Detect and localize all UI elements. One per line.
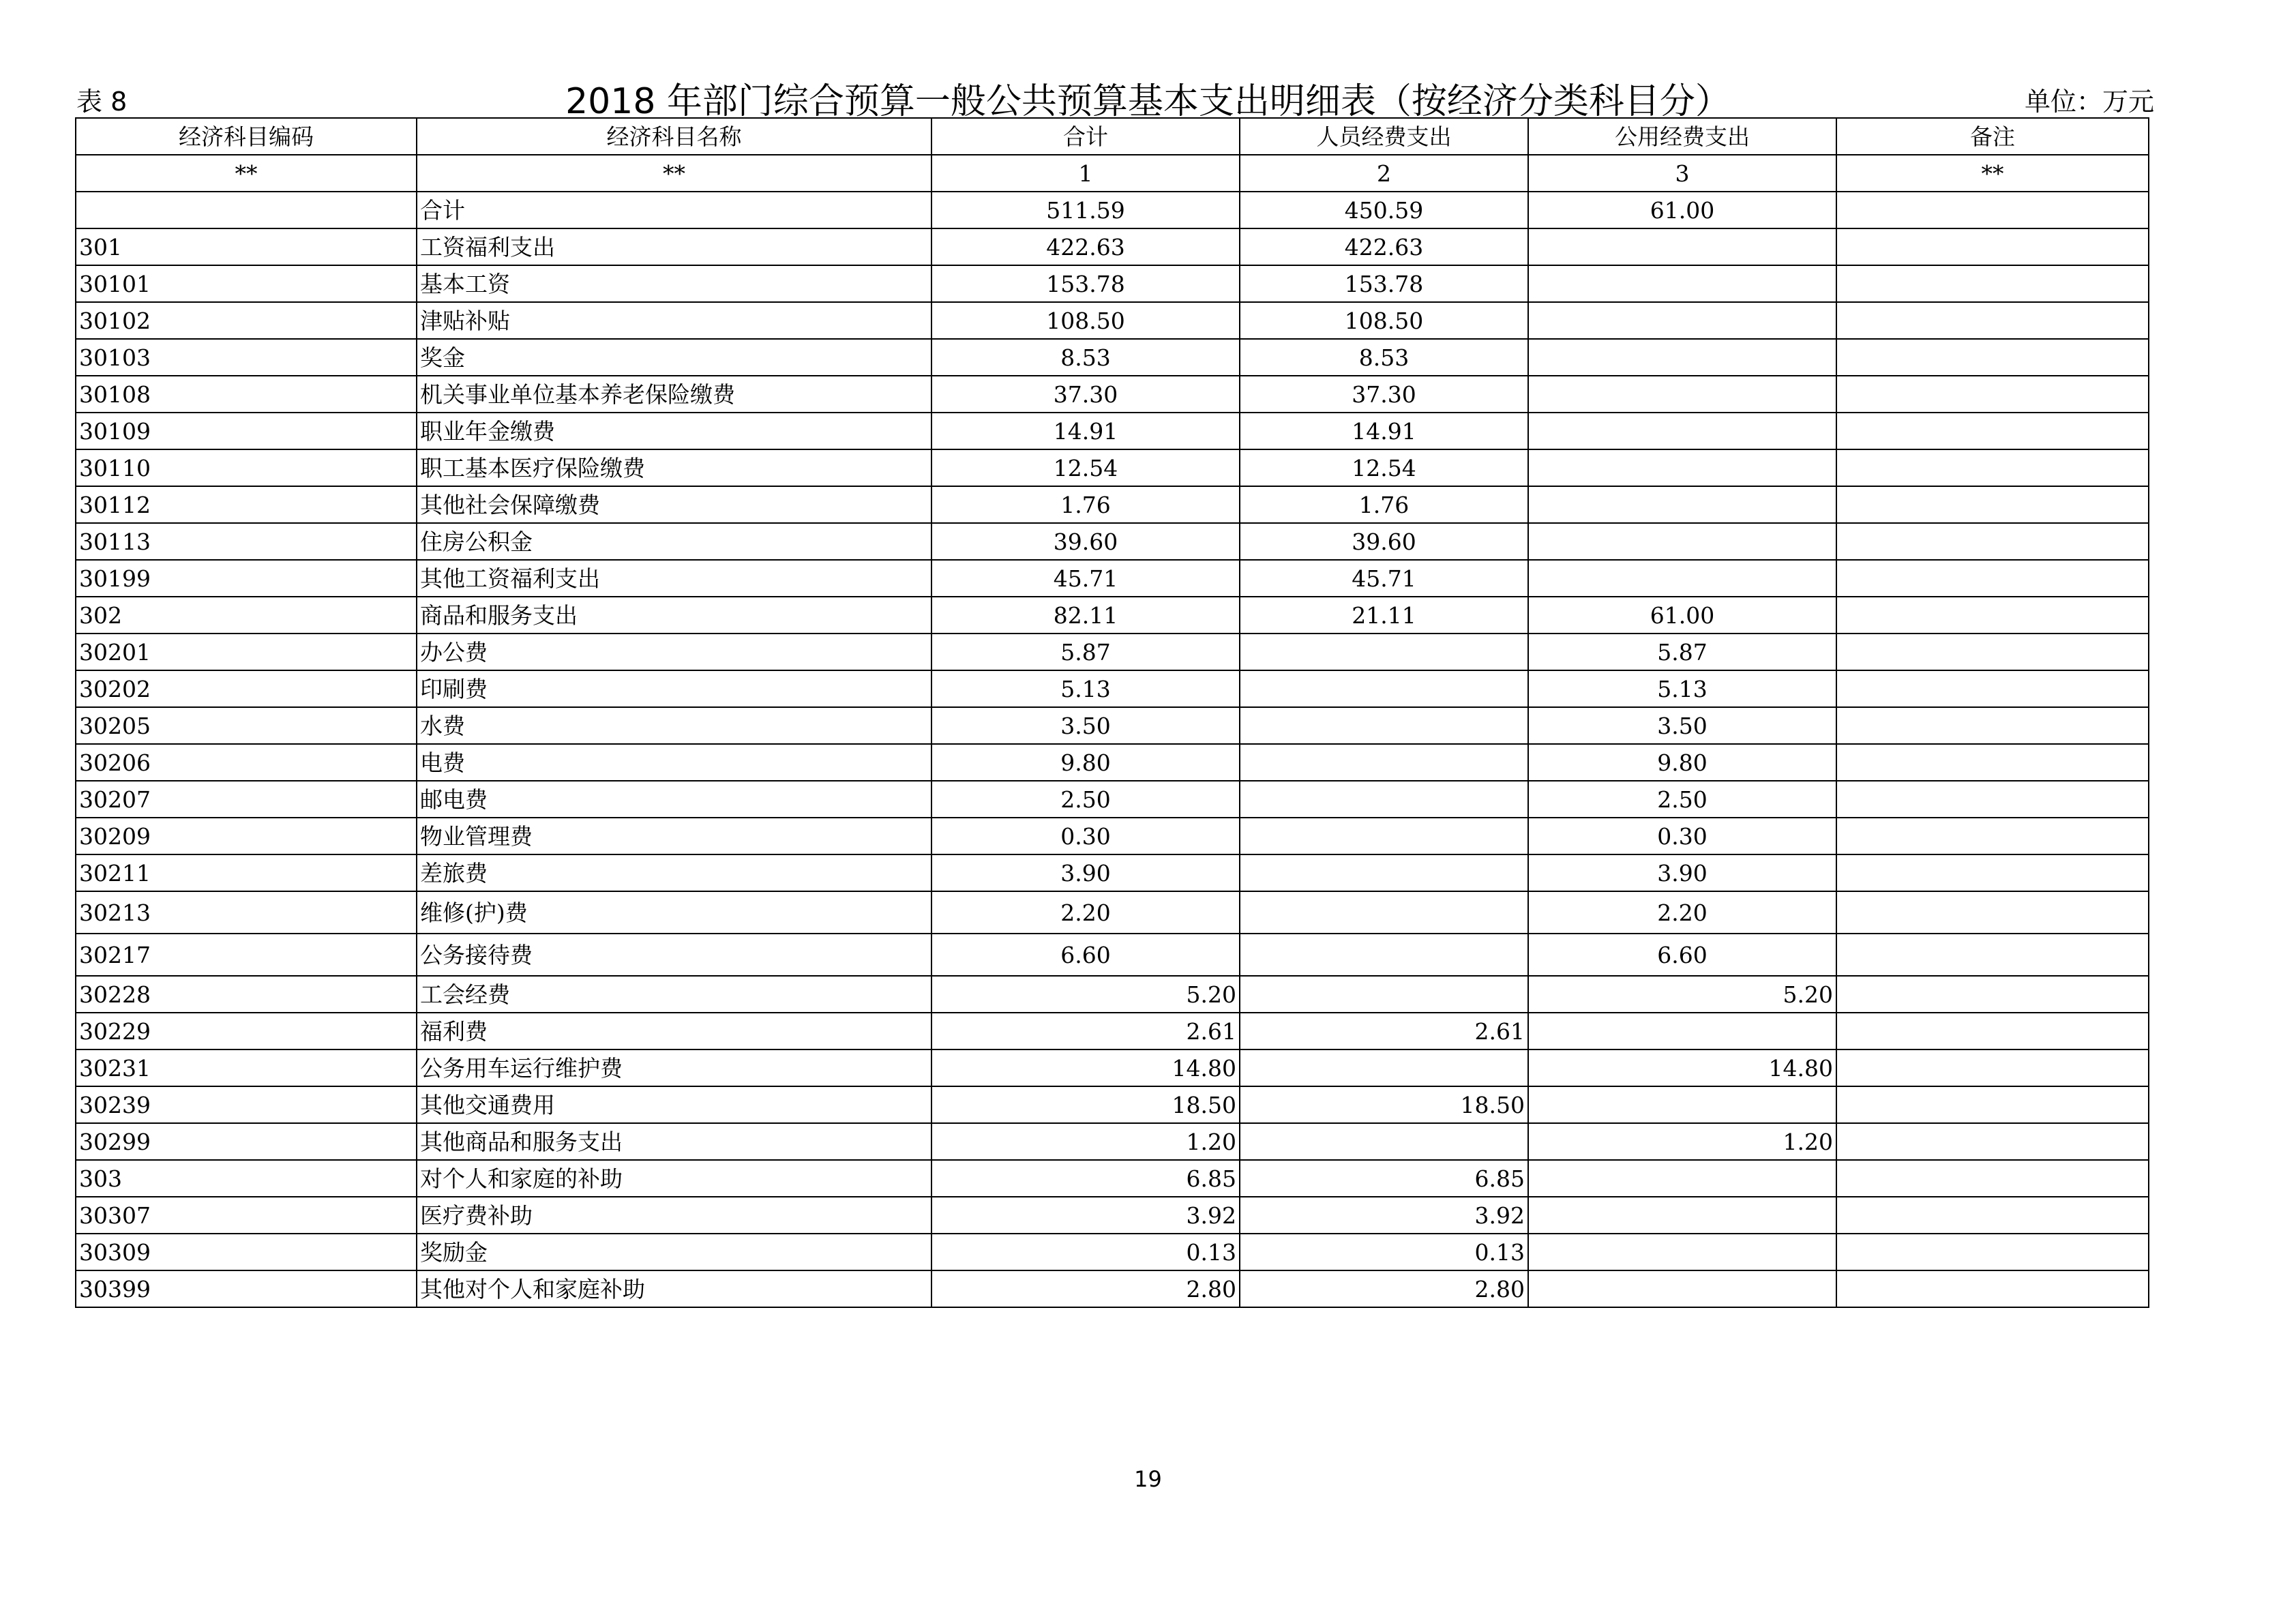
- public-cell: 3.90: [1528, 854, 1836, 891]
- name-cell: 差旅费: [417, 854, 931, 891]
- note-cell: [1836, 854, 2149, 891]
- note-cell: [1836, 376, 2149, 413]
- public-cell: [1528, 449, 1836, 486]
- table-row: [76, 781, 2149, 818]
- public-cell: 3.50: [1528, 707, 1836, 744]
- code-cell: 30209: [76, 818, 417, 854]
- total-cell: 14.80: [931, 1049, 1240, 1086]
- column-index: 2: [1240, 155, 1528, 192]
- unit-label: 单位：万元: [2024, 87, 2154, 117]
- table-row: [76, 449, 2149, 486]
- personnel-cell: 153.78: [1240, 265, 1528, 302]
- total-cell: 2.50: [931, 781, 1240, 818]
- name-cell: 奖励金: [417, 1234, 931, 1270]
- total-cell: 422.63: [931, 228, 1240, 265]
- column-header: 备注: [1836, 118, 2149, 155]
- public-cell: [1528, 1270, 1836, 1307]
- personnel-cell: [1240, 744, 1528, 781]
- code-cell: 30239: [76, 1086, 417, 1123]
- code-cell: 30211: [76, 854, 417, 891]
- name-cell: 公务接待费: [417, 934, 931, 976]
- code-cell: 30109: [76, 413, 417, 449]
- personnel-cell: 422.63: [1240, 228, 1528, 265]
- table-row: [76, 523, 2149, 560]
- code-cell: 30101: [76, 265, 417, 302]
- note-cell: [1836, 413, 2149, 449]
- header-row: [76, 118, 2149, 155]
- table-row: [76, 818, 2149, 854]
- name-cell: 公务用车运行维护费: [417, 1049, 931, 1086]
- personnel-cell: 39.60: [1240, 523, 1528, 560]
- total-cell: 0.13: [931, 1234, 1240, 1270]
- public-cell: 6.60: [1528, 934, 1836, 976]
- name-cell: 医疗费补助: [417, 1197, 931, 1234]
- note-cell: [1836, 523, 2149, 560]
- public-cell: [1528, 339, 1836, 376]
- code-cell: 303: [76, 1160, 417, 1197]
- table-row: [76, 1197, 2149, 1234]
- name-cell: 其他对个人和家庭补助: [417, 1270, 931, 1307]
- public-cell: [1528, 376, 1836, 413]
- note-cell: [1836, 781, 2149, 818]
- note-cell: [1836, 449, 2149, 486]
- total-cell: 18.50: [931, 1086, 1240, 1123]
- total-cell: 2.80: [931, 1270, 1240, 1307]
- total-cell: 1.20: [931, 1123, 1240, 1160]
- code-cell: 301: [76, 228, 417, 265]
- note-cell: [1836, 891, 2149, 934]
- personnel-cell: 14.91: [1240, 413, 1528, 449]
- public-cell: [1528, 1234, 1836, 1270]
- code-cell: 30202: [76, 670, 417, 707]
- personnel-cell: 12.54: [1240, 449, 1528, 486]
- name-cell: 机关事业单位基本养老保险缴费: [417, 376, 931, 413]
- public-cell: [1528, 302, 1836, 339]
- personnel-cell: 2.61: [1240, 1013, 1528, 1049]
- table-row: [76, 265, 2149, 302]
- total-cell: 3.50: [931, 707, 1240, 744]
- table-row: [76, 1013, 2149, 1049]
- public-cell: [1528, 413, 1836, 449]
- code-cell: 30228: [76, 976, 417, 1013]
- note-cell: [1836, 192, 2149, 228]
- public-cell: [1528, 1086, 1836, 1123]
- note-cell: [1836, 634, 2149, 670]
- total-cell: 8.53: [931, 339, 1240, 376]
- personnel-cell: 8.53: [1240, 339, 1528, 376]
- table-row: [76, 413, 2149, 449]
- note-cell: [1836, 1197, 2149, 1234]
- total-cell: 5.13: [931, 670, 1240, 707]
- code-cell: 30103: [76, 339, 417, 376]
- note-cell: [1836, 1270, 2149, 1307]
- public-cell: 9.80: [1528, 744, 1836, 781]
- code-cell: 30102: [76, 302, 417, 339]
- total-cell: 3.92: [931, 1197, 1240, 1234]
- name-cell: 其他交通费用: [417, 1086, 931, 1123]
- total-cell: 82.11: [931, 597, 1240, 634]
- column-header: 人员经费支出: [1240, 118, 1528, 155]
- code-cell: 30205: [76, 707, 417, 744]
- code-cell: 30110: [76, 449, 417, 486]
- personnel-cell: 37.30: [1240, 376, 1528, 413]
- name-cell: 对个人和家庭的补助: [417, 1160, 931, 1197]
- public-cell: 2.50: [1528, 781, 1836, 818]
- total-cell: 108.50: [931, 302, 1240, 339]
- name-cell: 维修(护)费: [417, 891, 931, 934]
- table-row: [76, 634, 2149, 670]
- public-cell: 5.87: [1528, 634, 1836, 670]
- note-cell: [1836, 1123, 2149, 1160]
- public-cell: [1528, 1013, 1836, 1049]
- page-title: 2018 年部门综合预算一般公共预算基本支出明细表（按经济分类科目分）: [565, 81, 1731, 122]
- name-cell: 印刷费: [417, 670, 931, 707]
- column-header: 合计: [931, 118, 1240, 155]
- name-cell: 办公费: [417, 634, 931, 670]
- total-cell: 1.76: [931, 486, 1240, 523]
- public-cell: [1528, 1160, 1836, 1197]
- total-cell: 14.91: [931, 413, 1240, 449]
- table-row: [76, 934, 2149, 976]
- name-cell: 奖金: [417, 339, 931, 376]
- total-cell: 2.20: [931, 891, 1240, 934]
- total-cell: 511.59: [931, 192, 1240, 228]
- table-row: [76, 707, 2149, 744]
- name-cell: 水费: [417, 707, 931, 744]
- table-row: [76, 228, 2149, 265]
- table-row: [76, 1270, 2149, 1307]
- name-cell: 职工基本医疗保险缴费: [417, 449, 931, 486]
- name-cell: 物业管理费: [417, 818, 931, 854]
- public-cell: 14.80: [1528, 1049, 1836, 1086]
- note-cell: [1836, 1086, 2149, 1123]
- name-cell: 其他社会保障缴费: [417, 486, 931, 523]
- name-cell: 其他工资福利支出: [417, 560, 931, 597]
- name-cell: 工资福利支出: [417, 228, 931, 265]
- column-index: **: [1836, 155, 2149, 192]
- total-cell: 37.30: [931, 376, 1240, 413]
- total-cell: 12.54: [931, 449, 1240, 486]
- note-cell: [1836, 1013, 2149, 1049]
- table-label: 表 8: [76, 87, 128, 117]
- code-cell: 30231: [76, 1049, 417, 1086]
- note-cell: [1836, 934, 2149, 976]
- note-cell: [1836, 670, 2149, 707]
- code-cell: 30213: [76, 891, 417, 934]
- table-row: [76, 670, 2149, 707]
- personnel-cell: [1240, 976, 1528, 1013]
- personnel-cell: 21.11: [1240, 597, 1528, 634]
- note-cell: [1836, 265, 2149, 302]
- public-cell: [1528, 486, 1836, 523]
- code-cell: 30108: [76, 376, 417, 413]
- code-cell: 30207: [76, 781, 417, 818]
- name-cell: 福利费: [417, 1013, 931, 1049]
- personnel-cell: [1240, 854, 1528, 891]
- total-cell: 45.71: [931, 560, 1240, 597]
- total-cell: 39.60: [931, 523, 1240, 560]
- table-row: [76, 560, 2149, 597]
- public-cell: 1.20: [1528, 1123, 1836, 1160]
- table-row: [76, 1049, 2149, 1086]
- total-cell: 3.90: [931, 854, 1240, 891]
- note-cell: [1836, 744, 2149, 781]
- budget-table: [75, 117, 2149, 1308]
- name-cell: 基本工资: [417, 265, 931, 302]
- public-cell: 61.00: [1528, 597, 1836, 634]
- personnel-cell: [1240, 1049, 1528, 1086]
- note-cell: [1836, 1234, 2149, 1270]
- name-cell: 其他商品和服务支出: [417, 1123, 931, 1160]
- personnel-cell: [1240, 670, 1528, 707]
- table-row: [76, 1160, 2149, 1197]
- table-row: [76, 192, 2149, 228]
- table-row: [76, 891, 2149, 934]
- note-cell: [1836, 597, 2149, 634]
- personnel-cell: 18.50: [1240, 1086, 1528, 1123]
- note-cell: [1836, 976, 2149, 1013]
- column-header: 经济科目编码: [76, 118, 417, 155]
- total-cell: 5.87: [931, 634, 1240, 670]
- table-row: [76, 339, 2149, 376]
- note-cell: [1836, 486, 2149, 523]
- name-cell: 职业年金缴费: [417, 413, 931, 449]
- name-cell: 合计: [417, 192, 931, 228]
- personnel-cell: 1.76: [1240, 486, 1528, 523]
- name-cell: 工会经费: [417, 976, 931, 1013]
- personnel-cell: 450.59: [1240, 192, 1528, 228]
- public-cell: [1528, 560, 1836, 597]
- column-index: **: [76, 155, 417, 192]
- personnel-cell: 0.13: [1240, 1234, 1528, 1270]
- personnel-cell: 2.80: [1240, 1270, 1528, 1307]
- public-cell: 2.20: [1528, 891, 1836, 934]
- code-cell: 30112: [76, 486, 417, 523]
- table-row: [76, 597, 2149, 634]
- note-cell: [1836, 1160, 2149, 1197]
- code-cell: 30309: [76, 1234, 417, 1270]
- note-cell: [1836, 339, 2149, 376]
- personnel-cell: [1240, 818, 1528, 854]
- code-cell: 30217: [76, 934, 417, 976]
- page-number: 19: [1134, 1466, 1162, 1492]
- note-cell: [1836, 1049, 2149, 1086]
- total-cell: 2.61: [931, 1013, 1240, 1049]
- public-cell: 5.13: [1528, 670, 1836, 707]
- personnel-cell: 6.85: [1240, 1160, 1528, 1197]
- total-cell: 153.78: [931, 265, 1240, 302]
- table-row: [76, 376, 2149, 413]
- public-cell: [1528, 228, 1836, 265]
- column-index-row: [76, 155, 2149, 192]
- code-cell: 30299: [76, 1123, 417, 1160]
- total-cell: 5.20: [931, 976, 1240, 1013]
- code-cell: 30201: [76, 634, 417, 670]
- code-cell: [76, 192, 417, 228]
- table-row: [76, 486, 2149, 523]
- public-cell: 5.20: [1528, 976, 1836, 1013]
- personnel-cell: [1240, 781, 1528, 818]
- table-row: [76, 1123, 2149, 1160]
- public-cell: 61.00: [1528, 192, 1836, 228]
- column-header: 公用经费支出: [1528, 118, 1836, 155]
- column-index: 3: [1528, 155, 1836, 192]
- public-cell: [1528, 265, 1836, 302]
- total-cell: 6.60: [931, 934, 1240, 976]
- total-cell: 9.80: [931, 744, 1240, 781]
- public-cell: [1528, 1197, 1836, 1234]
- table-row: [76, 744, 2149, 781]
- column-index: 1: [931, 155, 1240, 192]
- table-row: [76, 1234, 2149, 1270]
- personnel-cell: 45.71: [1240, 560, 1528, 597]
- personnel-cell: [1240, 891, 1528, 934]
- personnel-cell: [1240, 1123, 1528, 1160]
- code-cell: 30307: [76, 1197, 417, 1234]
- table-row: [76, 302, 2149, 339]
- note-cell: [1836, 228, 2149, 265]
- code-cell: 302: [76, 597, 417, 634]
- personnel-cell: [1240, 707, 1528, 744]
- code-cell: 30229: [76, 1013, 417, 1049]
- personnel-cell: 3.92: [1240, 1197, 1528, 1234]
- code-cell: 30399: [76, 1270, 417, 1307]
- name-cell: 邮电费: [417, 781, 931, 818]
- personnel-cell: 108.50: [1240, 302, 1528, 339]
- code-cell: 30199: [76, 560, 417, 597]
- name-cell: 住房公积金: [417, 523, 931, 560]
- table-row: [76, 854, 2149, 891]
- name-cell: 津贴补贴: [417, 302, 931, 339]
- note-cell: [1836, 560, 2149, 597]
- code-cell: 30113: [76, 523, 417, 560]
- name-cell: 电费: [417, 744, 931, 781]
- personnel-cell: [1240, 934, 1528, 976]
- column-index: **: [417, 155, 931, 192]
- public-cell: [1528, 523, 1836, 560]
- name-cell: 商品和服务支出: [417, 597, 931, 634]
- table-row: [76, 1086, 2149, 1123]
- code-cell: 30206: [76, 744, 417, 781]
- total-cell: 6.85: [931, 1160, 1240, 1197]
- public-cell: 0.30: [1528, 818, 1836, 854]
- note-cell: [1836, 818, 2149, 854]
- personnel-cell: [1240, 634, 1528, 670]
- note-cell: [1836, 302, 2149, 339]
- total-cell: 0.30: [931, 818, 1240, 854]
- column-header: 经济科目名称: [417, 118, 931, 155]
- note-cell: [1836, 707, 2149, 744]
- table-row: [76, 976, 2149, 1013]
